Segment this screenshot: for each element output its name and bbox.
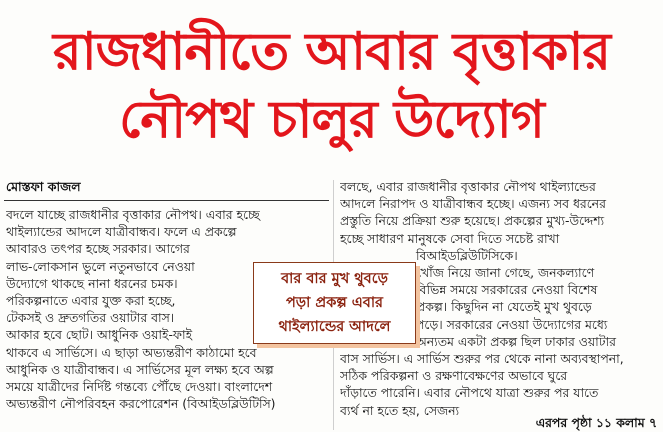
pull-quote-line: পড়া প্রকল্প এবার [285,295,384,311]
text-line: প্রস্তুতি নিয়ে প্রক্রিয়া শুরু হয়েছে। প্রকল্পের মুখ্য-উদ্দেশ্য [340,213,605,229]
text-line: থাইল্যান্ডের আদলে যাত্রীবান্ধব। ফলে এ প্রকল্পে [6,224,237,240]
text-line: অভ্যন্তরীণ নৌপরিবহন করপোরেশন (বিআইডব্লিউটিসি) [6,396,276,412]
text-line: থাকবে এ সার্ভিসে। এ ছাড়া অভ্যন্তরীণ কাঠামো হবে [6,344,257,360]
text-line: প্রকল্প। কিছুদিন না যেতেই মুখ থুবড়ে [416,299,592,315]
text-line: খোঁজ নিয়ে জানা গেছে, জনকল্যাণে [416,265,595,281]
text-line: ব্যর্থ না হতে হয়, সেজন্য [340,402,460,418]
headline-line-1: রাজধানীতে আবার বৃত্তাকার [52,22,611,82]
text-line: আধুনিক ও যাত্রীবান্ধব। এ সার্ভিসের মূল লক্ষ্য হবে অল্প [6,361,274,377]
text-line: পরিকল্পনাতে এবার যুক্ত করা হচ্ছে, [6,293,176,309]
text-line: বদলে যাচ্ছে রাজধানীর বৃত্তাকার নৌপথ। এবার হচ্ছে [6,207,260,222]
text-line: বিভিন্ন সময়ে সরকারের নেওয়া বিশেষ [416,282,598,298]
text-line: হচ্ছে সাধারণ মানুষকে সেবা দিতে সচেষ্ট রাখা [340,230,560,246]
text-line: টেকসই ও দ্রুতগতির ওয়াটার বাস। [6,310,175,326]
byline-divider [4,200,329,201]
text-line: অন্যতম একটা প্রকল্প ছিল ঢাকার ওয়াটার [416,333,616,349]
pull-quote-line: বার বার মুখ থুবড়ে [281,271,388,287]
text-line: বলছে, এবার রাজধানীর বৃত্তাকার নৌপথ থাইল্যান্ডের [340,179,596,194]
text-line: দাঁড়াতে পারেনি। এবার নৌপথে যাত্রা শুরুর পর যাতে [340,385,599,401]
text-line: লাভ-লোকসান ভুলে নতুনভাবে নেওয়া [6,258,195,274]
text-line: উদ্যোগে থাকছে নানা ধরনের চমক। [6,275,178,291]
text-line: আবারও তৎপর হচ্ছে সরকার। আগের [6,241,190,257]
pull-quote-line: থাইল্যান্ডের আদলে [278,319,391,335]
text-line: বাস সার্ভিস। এ সার্ভিস শুরুর পর থেকে নানা অব্যবস্থাপনা, [340,351,624,367]
text-line: পড়ে। সরকারের নেওয়া উদ্যোগের মধ্যে [416,316,608,332]
text-line: আদলে নিরাপদ ও যাত্রীবান্ধব হচ্ছে। এজন্য সব ধরনের [340,196,606,212]
continuation-note: এরপর পৃষ্ঠা ১১ কলাম ৭ [535,415,657,430]
text-line: সঠিক পরিকল্পনা ও রক্ষণাবেক্ষণের অভাবে ঘুরে [340,368,568,384]
text-line: আকার হবে ছোট। আধুনিক ওয়াই-ফাই [6,327,193,343]
text-line: সময়ে যাত্রীদের নির্দিষ্ট গন্তব্যে পৌঁছে দেওয়া। বাংলাদেশ [6,379,273,395]
text-line: বিআইডব্লিউটিসিকে। [416,247,518,263]
headline-line-2: নৌপথ চালুর উদ্যোগ [119,90,544,150]
byline-author: মোস্তফা কাজল [6,179,81,194]
pull-quote-box [253,262,416,344]
